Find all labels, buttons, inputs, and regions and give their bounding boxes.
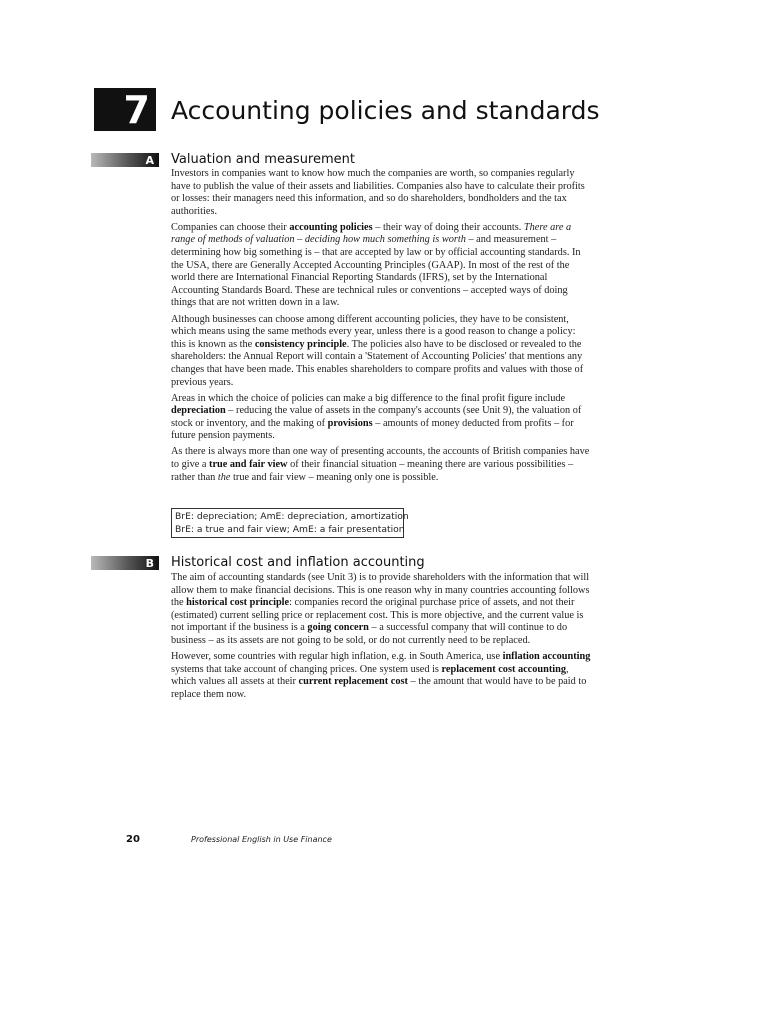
section-b-paragraph-1 [171, 572, 591, 648]
section-a-heading: Valuation and measurement [171, 152, 355, 167]
key-term-consistency-principle: consistency principle [254, 338, 347, 350]
section-a-tab [91, 153, 159, 167]
section-a-paragraph-1: Investors in companies want to know how much the companies are worth, so companies regularly have to publish the value of their assets and liabilities. Companies also have to calculate their profits or losses: their managers need this information, and so do shareholders, bondholders and the tax authorities. [171, 168, 585, 217]
key-term-historical-cost-principle: historical cost principle [186, 597, 290, 609]
key-term-depreciation: depreciation [171, 405, 226, 417]
text-run: – amounts of money deducted from profits – for future pension payments. [171, 417, 574, 442]
book-title: Professional English in Use Finance [191, 835, 332, 844]
key-term-going-concern: going concern [307, 622, 369, 634]
key-term-inflation-accounting: inflation accounting [502, 651, 591, 663]
text-run: true and fair view – meaning only one is possible. [230, 471, 439, 483]
key-term-provisions: provisions [327, 417, 373, 429]
text-run: Companies can choose their [171, 221, 290, 233]
bre-ame-note-box [171, 508, 409, 538]
section-b-tab [91, 556, 159, 570]
key-term-true-and-fair-view: true and fair view [209, 459, 288, 471]
section-a-paragraph-5 [171, 446, 591, 484]
unit-title: Accounting policies and standards [171, 96, 600, 125]
key-term-accounting-policies: accounting policies [289, 221, 373, 233]
section-a-paragraph-4 [171, 393, 591, 443]
text-run: Areas in which the choice of policies can make a big difference to the final profit figure include [171, 392, 566, 404]
note-line-1: BrE: depreciation; AmE: depreciation, amortization [175, 511, 409, 522]
italic-the: the [217, 471, 231, 483]
text-run: – the amount that would have to be paid to replace them now. [171, 676, 587, 700]
section-a-paragraph-2 [171, 222, 591, 310]
text-run: The aim of accounting standards (see Unit 3) is to provide shareholders with the information that will allow them to make financial decisions. This is one reason why in many countries accounting follows the [171, 572, 590, 609]
italic-definition: There are a range of methods of valuation – deciding how much something is worth – [171, 221, 572, 246]
section-a-body [171, 168, 591, 488]
note-line-2: BrE: a true and fair view; AmE: a fair presentation [175, 524, 405, 535]
text-run: Although businesses can choose among different accounting policies, they have to be consistent, which means using the same methods every year, unless there is a good reason to change a policy: this is known as the [171, 313, 576, 350]
text-run: , which values all assets at their [171, 663, 569, 688]
section-b-body [171, 572, 591, 705]
text-run: However, some countries with regular high inflation, e.g. in South America, use [171, 651, 503, 663]
unit-number: 7 [123, 87, 150, 132]
unit-number-badge [94, 88, 156, 131]
text-run: systems that take account of changing prices. One system used is [171, 663, 442, 675]
text-run: – their way of doing their accounts. [372, 221, 524, 233]
text-run: : companies record the original purchase price of assets, and not their (estimated) current selling price or replacement cost. This is more objective, and the current value is not important if the business is a [171, 597, 584, 634]
key-term-current-replacement-cost: current replacement cost [298, 676, 408, 688]
section-b-paragraph-2 [171, 651, 591, 701]
text-run: and measurement – determining how big something is – that are accepted by law or by official accounting standards. In the USA, there are Generally Accepted Accounting Principles (GAAP). In most of the rest of the world there are International Financial Reporting Standards (IFRS), set by the International Accounting Standards Board. These are technical rules or conventions – accepted ways of doing things that are not written down in a law. [171, 234, 581, 309]
page-number: 20 [126, 834, 140, 845]
text-run: As there is always more than one way of presenting accounts, the accounts of British companies have to give a [171, 446, 590, 471]
section-b-letter: B [145, 556, 154, 570]
section-a-letter: A [145, 153, 154, 167]
section-a-paragraph-3 [171, 314, 591, 390]
text-run: – reducing the value of assets in the company's accounts (see Unit 9), the valuation of stock or inventory, and the making of [171, 405, 582, 429]
text-run: . The policies also have to be disclosed or revealed to the shareholders: the Annual Report will contain a 'Statement of Accounting Policies' that mentions any changes that have been made. This enables shareholders to compare profits and values with those of previous years. [171, 338, 584, 388]
text-run: – a successful company that will continue to do business – as its assets are not going to be sold, or do not currently need to be replaced. [171, 622, 568, 646]
section-b-heading: Historical cost and inflation accounting [171, 555, 425, 570]
key-term-replacement-cost-accounting: replacement cost accounting [441, 663, 567, 675]
text-run: of their financial situation – meaning there are various possibilities – rather than [171, 459, 574, 483]
